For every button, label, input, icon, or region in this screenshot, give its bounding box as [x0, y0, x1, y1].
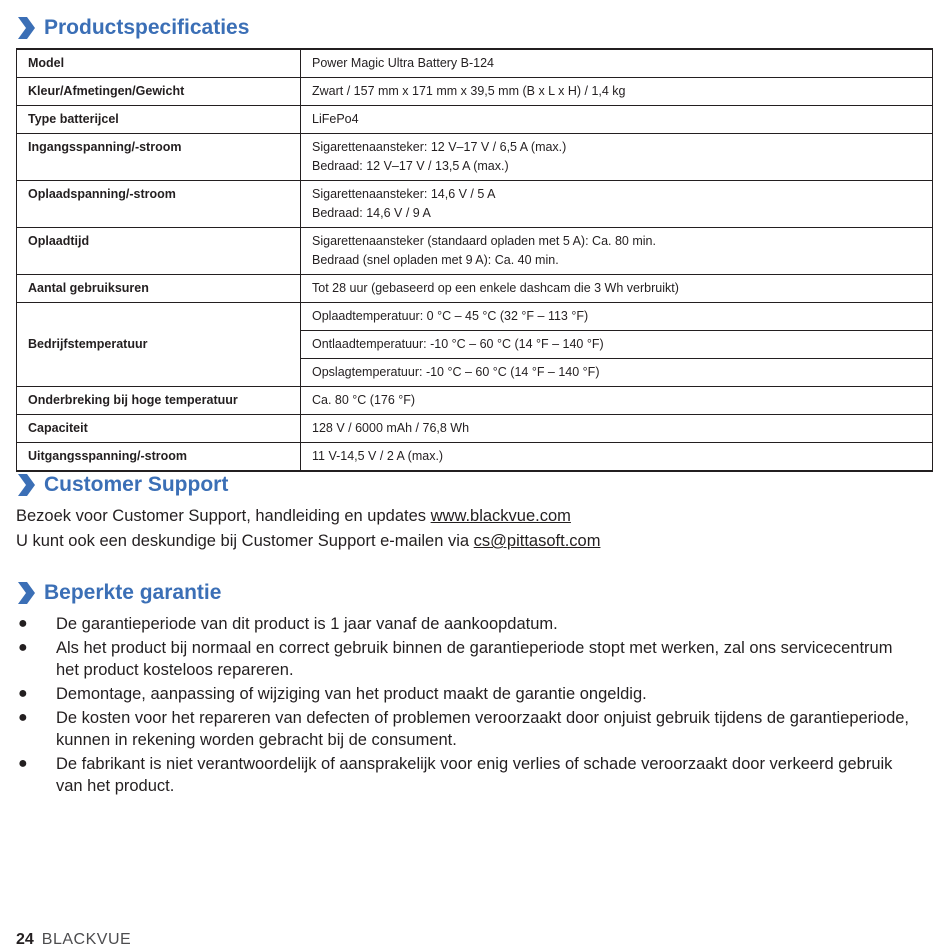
specs-table [16, 48, 933, 472]
support-line [16, 529, 600, 554]
bullet-icon: ● [18, 639, 28, 656]
spec-value [301, 134, 933, 181]
spec-value: Opslagtemperatuur: -10 °C – 60 °C (14 °F – 140 °F) [301, 359, 933, 387]
spec-label: Oplaadspanning/-stroom [17, 181, 301, 228]
page-footer [16, 931, 131, 949]
spec-label: Model [17, 49, 301, 78]
list-item [16, 637, 916, 681]
list-item [16, 683, 916, 705]
table-row [17, 78, 933, 106]
table-row [17, 443, 933, 472]
brand-name: BLACKVUE [41, 931, 132, 948]
spec-value [301, 181, 933, 228]
spec-value-line: Sigarettenaansteker: 12 V–17 V / 6,5 A (max.) [312, 140, 567, 154]
spec-value-line: Bedraad: 14,6 V / 9 A [312, 206, 431, 220]
bullet-icon: ● [18, 615, 28, 632]
spec-value: LiFePo4 [301, 106, 933, 134]
spec-value: Power Magic Ultra Battery B-124 [301, 49, 933, 78]
warranty-list [16, 613, 916, 799]
spec-value: 11 V-14,5 V / 2 A (max.) [301, 443, 933, 472]
spec-value-line: Sigarettenaansteker (standaard opladen met 5 A): Ca. 80 min. [312, 234, 656, 248]
support-heading [16, 470, 228, 500]
spec-value-line: Bedraad: 12 V–17 V / 13,5 A (max.) [312, 159, 509, 173]
spec-label: Aantal gebruiksuren [17, 275, 301, 303]
page-number: 24 [16, 931, 34, 948]
spec-value: Tot 28 uur (gebaseerd op een enkele dashcam die 3 Wh verbruikt) [301, 275, 933, 303]
table-row [17, 415, 933, 443]
bullet-icon: ● [18, 709, 28, 726]
table-row [17, 275, 933, 303]
support-line [16, 504, 600, 529]
spec-value: Ontlaadtemperatuur: -10 °C – 60 °C (14 °F – 140 °F) [301, 331, 933, 359]
table-row [17, 134, 933, 181]
spec-value: Oplaadtemperatuur: 0 °C – 45 °C (32 °F – 113 °F) [301, 303, 933, 331]
spec-label: Type batterijcel [17, 106, 301, 134]
specs-title: Productspecificaties [44, 16, 250, 39]
bullet-icon: ● [18, 755, 28, 772]
spec-label: Ingangsspanning/-stroom [17, 134, 301, 181]
spec-label: Uitgangsspanning/-stroom [17, 443, 301, 472]
spec-value-line: Bedraad (snel opladen met 9 A): Ca. 40 min. [312, 253, 559, 267]
bullet-icon: ● [18, 685, 28, 702]
chevron-right-icon [16, 581, 36, 605]
support-line-text: Bezoek voor Customer Support, handleiding en updates [16, 507, 431, 525]
spec-value: Ca. 80 °C (176 °F) [301, 387, 933, 415]
spec-value-line: Sigarettenaansteker: 14,6 V / 5 A [312, 187, 496, 201]
spec-label: Kleur/Afmetingen/Gewicht [17, 78, 301, 106]
list-item-text: De garantieperiode van dit product is 1 jaar vanaf de aankoopdatum. [56, 615, 558, 633]
website-link[interactable]: www.blackvue.com [430, 507, 571, 525]
support-line-text: U kunt ook een deskundige bij Customer Support e-mailen via [16, 532, 474, 550]
spec-label: Bedrijfstemperatuur [17, 303, 301, 387]
table-row [17, 49, 933, 78]
spec-value: Zwart / 157 mm x 171 mm x 39,5 mm (B x L x H) / 1,4 kg [301, 78, 933, 106]
email-link[interactable]: cs@pittasoft.com [473, 532, 601, 550]
table-row [17, 181, 933, 228]
chevron-right-icon [16, 16, 36, 40]
list-item [16, 753, 916, 797]
table-row [17, 387, 933, 415]
table-row [17, 303, 933, 331]
specs-heading [16, 13, 249, 43]
table-row [17, 106, 933, 134]
spec-value: 128 V / 6000 mAh / 76,8 Wh [301, 415, 933, 443]
support-text [16, 504, 600, 554]
spec-label: Onderbreking bij hoge temperatuur [17, 387, 301, 415]
spec-value [301, 228, 933, 275]
list-item-text: Als het product bij normaal en correct gebruik binnen de garantieperiode stopt met werken, zal ons servicecentrum het product kosteloos repareren. [56, 639, 893, 679]
list-item-text: Demontage, aanpassing of wijziging van het product maakt de garantie ongeldig. [56, 685, 647, 703]
spec-label: Capaciteit [17, 415, 301, 443]
list-item-text: De fabrikant is niet verantwoordelijk of aansprakelijk voor enig verlies of schade veroorzaakt door verkeerd gebruik van het product. [56, 755, 893, 795]
list-item-text: De kosten voor het repareren van defecten of problemen veroorzaakt door onjuist gebruik tijdens de garantieperiode, kunnen in rekening worden gebracht bij de consument. [56, 709, 910, 749]
spec-label: Oplaadtijd [17, 228, 301, 275]
warranty-title: Beperkte garantie [44, 581, 222, 604]
list-item [16, 613, 916, 635]
warranty-heading [16, 578, 221, 608]
list-item [16, 707, 916, 751]
chevron-right-icon [16, 473, 36, 497]
support-title: Customer Support [44, 473, 229, 496]
table-row [17, 228, 933, 275]
